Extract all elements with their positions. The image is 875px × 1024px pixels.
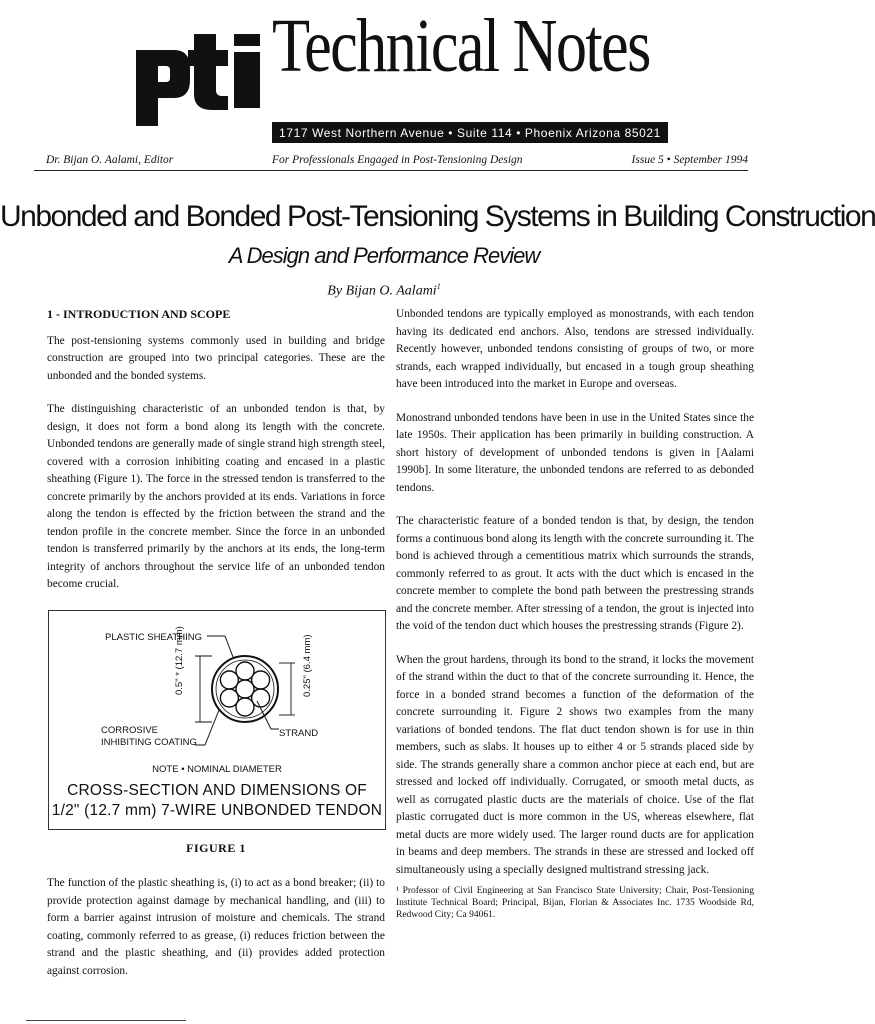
outer-diameter-in: 0.5" * [174, 671, 185, 695]
article-subtitle: A Design and Performance Review [228, 243, 540, 268]
paragraph: Monostrand unbonded tendons have been in use in the United States since the late 1950s. Their application has been primarily in building construction. A short history of development of unbonded tendons is given in [Aalami 1990b]. In some literature, the unbonded tendons are referred to as debonded tendons. [396, 411, 754, 494]
paragraph: The characteristic feature of a bonded tendon is that, by design, the tendon forms a continuous bond along its length with the concrete surrounding it. The bond is achieved through a cementitious matrix which surrounds the strands, commonly referred to as grout. It acts with the duct which is encased in the concrete member to complete the bond path between the prestressing strands and the concrete member. After stressing of a tendon, the grout is injected into the void of the tendon duct which houses the prestressing strands (Figure 2). [396, 515, 754, 632]
info-row [34, 154, 748, 171]
editor-credit: Dr. Bijan O. Aalami, Editor [46, 154, 174, 166]
pti-logo [132, 30, 272, 126]
label-inner-diameter [299, 634, 317, 697]
corrosive-line-2: INHIBITING COATING [101, 736, 197, 748]
paragraph: When the grout hardens, through its bond to the strand, it locks the movement of the strand within the duct to that of the concrete surrounding it. Hence, the force in a bonded strand becomes a function of the deformation of the concrete surrounding it. Figure 2 shows two examples from the many variations of bonded tendons. The flat duct tendon shown is for use in thin members, such as slabs. It houses up to either 4 or 5 strands placed side by side. The strands generally share a common anchor piece at each end, but are stressed and locked off individually. Corrugated, or smooth metal ducts, as well as corrugated plastic ducts are the materials of choice. Use of the flat plastic corrugated duct is more common in the US, whereas elsewhere, flat metal ducts are more widely used. The larger round ducts are for application in beams and deep members. The strands in these are stressed and locked off simultaneously using a specially designed multistrand stressing jack. [396, 653, 754, 876]
outer-diameter-mm: (12.7 mm) [174, 625, 185, 669]
paragraph: The distinguishing characteristic of an unbonded tendon is that, by design, it does not form a bond along its length with the concrete. Unbonded tendons are generally made of single strand high strength steel, covered with a corrosion inhibiting coating and encased in a plastic sheathing (Figure 1). The force in the stressed tendon is transferred to the concrete primarily by the anchors provided at its ends. Variations in force along the tendon is effected by the friction between the strand and the tendon profile in the concrete member. Since the force in an unbonded tendon is transferred primarily by the anchors at its ends, the long-term integrity of anchors throughout the service life of an unbonded tendon become crucial. [47, 403, 385, 590]
paragraph: Unbonded tendons are typically employed as monostrands, with each tendon having its dedicated end anchors. Also, tendons are stressed individually. Recently however, unbonded tendons consisting of groups of two, or more strands, each wrapped individually, but encased in a tough group sheathing have been introduced into the market in Europe and overseas. [396, 308, 754, 390]
section-heading: 1 - INTRODUCTION AND SCOPE [47, 307, 231, 321]
figure-caption [49, 781, 385, 821]
figure-1-diagram [48, 610, 386, 830]
issue-date: Issue 5 • September 1994 [631, 154, 748, 166]
author-footnote-mark: 1 [436, 282, 441, 291]
address-bar: 1717 West Northern Avenue • Suite 114 • Phoenix Arizona 85021 [272, 122, 668, 143]
paragraph: The function of the plastic sheathing is, (i) to act as a bond breaker; (ii) to provide protection against damage by mechanical handling, and (iii) to form a barrier against intrusion of moisture and chemicals. The strand coating, commonly referred to as grease, (i) reduces friction between the strand and the plastic sheathing, and (ii) provides added protection against corrosion. [47, 877, 385, 977]
label-corrosive-coating [101, 725, 197, 749]
caption-line-2: 1/2" (12.7 mm) 7-WIRE UNBONDED TENDON [51, 801, 383, 819]
caption-line-1: CROSS-SECTION AND DIMENSIONS OF [67, 781, 367, 799]
figure-label: FIGURE 1 [186, 840, 246, 855]
right-column [396, 306, 754, 921]
pti-logo-icon [132, 30, 272, 126]
paragraph: The post-tensioning systems commonly used in building and bridge construction are grouped into two principal categories. These are the unbonded and the bonded systems. [47, 334, 385, 382]
inner-diameter-in: 0.25" [302, 674, 313, 697]
label-plastic-sheathing: PLASTIC SHEATHING [105, 631, 202, 643]
author-name: By Bijan O. Aalami [327, 283, 437, 299]
tagline: For Professionals Engaged in Post-Tensioning Design [272, 154, 523, 166]
bottom-rule [26, 1020, 186, 1021]
masthead-title: Technical Notes [272, 4, 650, 88]
label-outer-diameter [171, 626, 189, 695]
footnote: ¹ Professor of Civil Engineering at San Francisco State University; Chair, Post-Tensioning Institute Technical Board; Principal, Bijan, Florian & Associates Inc. 1735 Woodside Rd, Redwood City; Ca 94061. [396, 886, 754, 920]
inner-diameter-mm: (6.4 mm) [302, 633, 313, 672]
article-title: Unbonded and Bonded Post-Tensioning Systems in Building Construction [0, 200, 875, 233]
left-column [47, 306, 385, 996]
label-strand: STRAND [279, 727, 319, 739]
figure-note: NOTE • NOMINAL DIAMETER [152, 763, 282, 775]
article-author [0, 282, 768, 300]
corrosive-line-1: CORROSIVE [101, 724, 159, 736]
